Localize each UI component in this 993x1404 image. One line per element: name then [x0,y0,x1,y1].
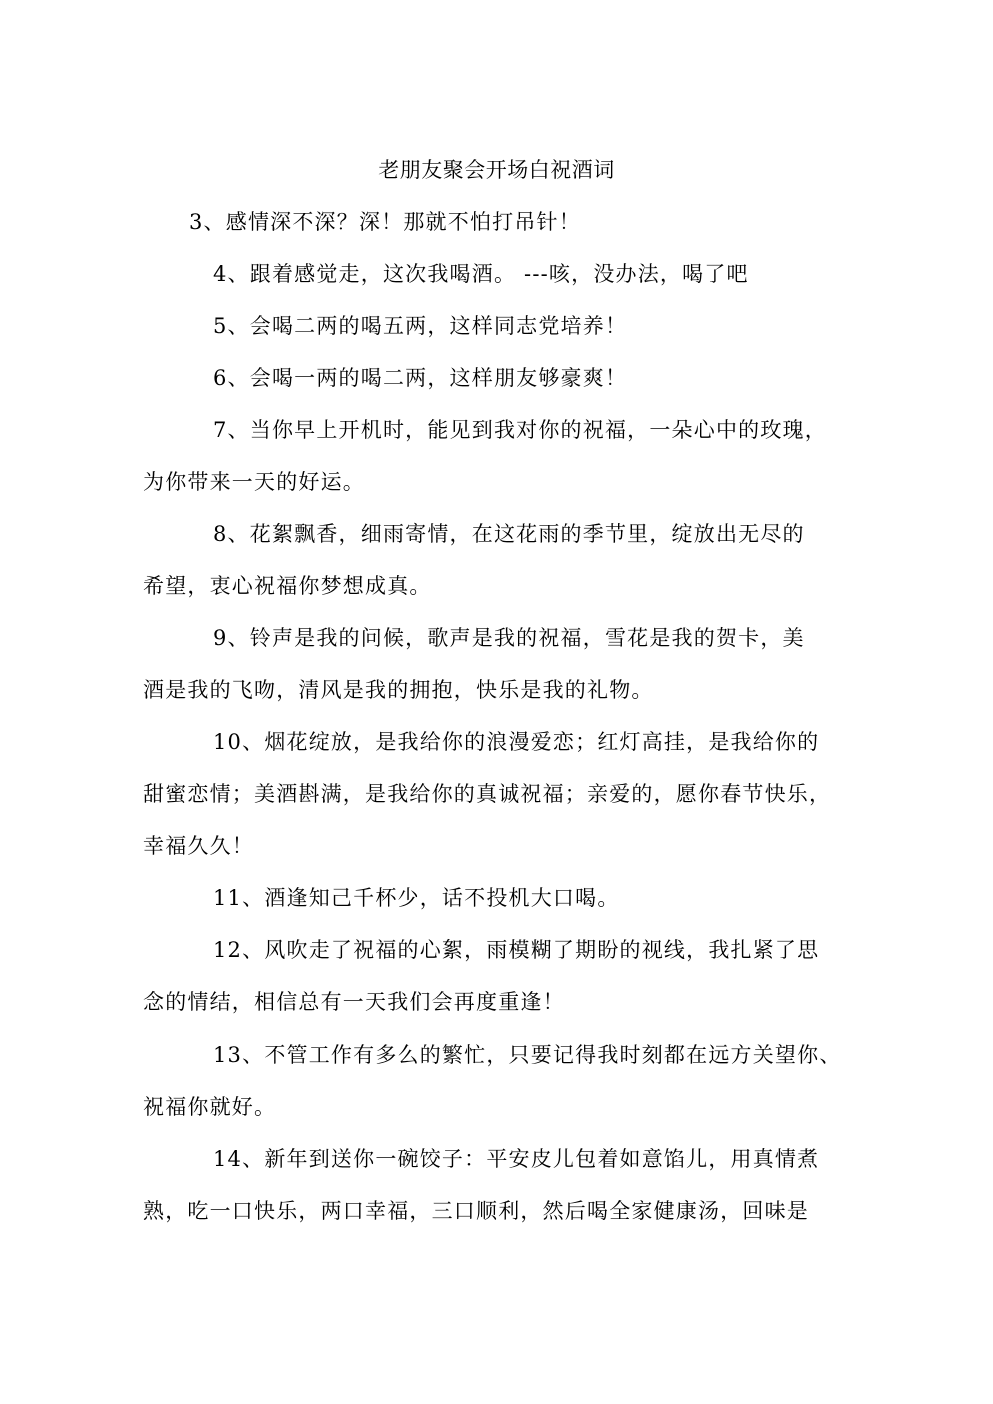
document-title: 老朋友聚会开场白祝酒词 [378,158,615,182]
paragraph-14-line-1: 14、新年到送你一碗饺子：平安皮儿包着如意馅儿，用真情煮 [213,1147,820,1171]
paragraph-9-line-1: 9、铃声是我的问候，歌声是我的祝福，雪花是我的贺卡，美 [213,626,805,650]
paragraph-13-line-1: 13、不管工作有多么的繁忙，只要记得我时刻都在远方关望你、 [213,1043,842,1067]
paragraph-10-line-3: 幸福久久！ [143,834,254,858]
paragraph-13-line-2: 祝福你就好。 [143,1095,277,1119]
paragraph-12-line-2: 念的情结，相信总有一天我们会再度重逢！ [143,990,565,1014]
paragraph-14-line-2: 熟，吃一口快乐，两口幸福，三口顺利，然后喝全家健康汤，回味是 [143,1199,809,1223]
paragraph-9-line-2: 酒是我的飞吻，清风是我的拥抱，快乐是我的礼物。 [143,678,654,702]
paragraph-10-line-2: 甜蜜恋情；美酒斟满，是我给你的真诚祝福；亲爱的，愿你春节快乐， [143,782,832,806]
paragraph-3-line-1: 3、感情深不深？深！那就不怕打吊针！ [189,210,581,234]
paragraph-7-line-2: 为你带来一天的好运。 [143,470,365,494]
paragraph-8-line-2: 希望，衷心祝福你梦想成真。 [143,574,432,598]
paragraph-11-line-1: 11、酒逢知己千杯少，话不投机大口喝。 [213,886,620,910]
paragraph-6-line-1: 6、会喝一两的喝二两，这样朋友够豪爽！ [213,366,628,390]
paragraph-4-line-1: 4、跟着感觉走，这次我喝酒。 ---咳，没办法，喝了吧 [213,262,749,286]
paragraph-5-line-1: 5、会喝二两的喝五两，这样同志党培养！ [213,314,628,338]
paragraph-10-line-1: 10、烟花绽放，是我给你的浪漫爱恋；红灯高挂，是我给你的 [213,730,820,754]
paragraph-12-line-1: 12、风吹走了祝福的心絮，雨模糊了期盼的视线，我扎紧了思 [213,938,820,962]
paragraph-7-line-1: 7、当你早上开机时，能见到我对你的祝福，一朵心中的玫瑰， [213,418,827,442]
paragraph-8-line-1: 8、花絮飘香，细雨寄情，在这花雨的季节里，绽放出无尽的 [213,522,805,546]
